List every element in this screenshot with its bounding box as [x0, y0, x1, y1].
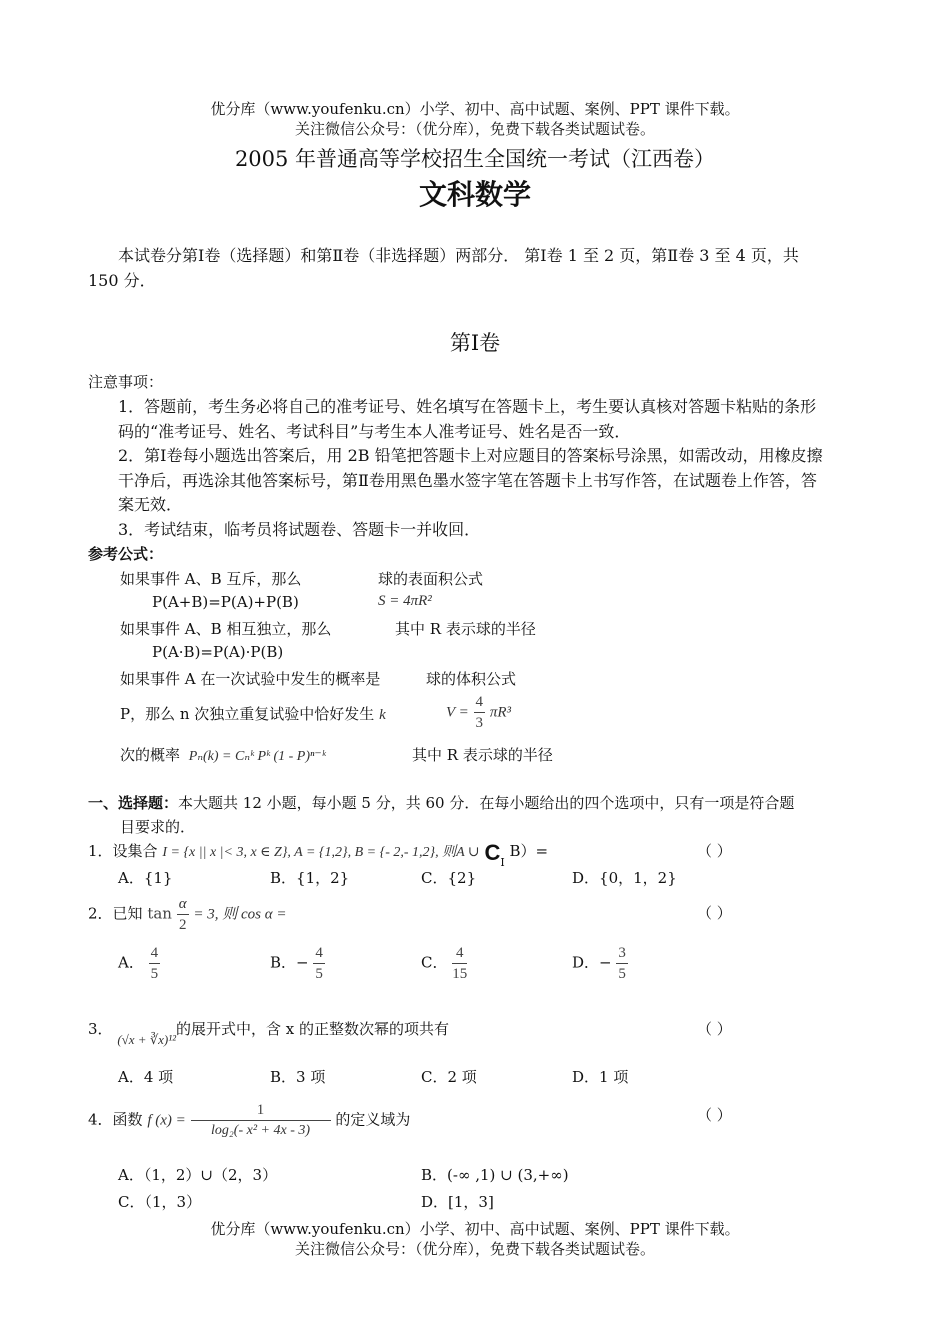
fraction-numerator: 4	[452, 943, 467, 964]
fraction-numerator: 4	[313, 943, 325, 964]
fraction-denominator: 5	[618, 966, 626, 982]
option: B．(-∞ ,1) ∪ (3,+∞)	[421, 1166, 569, 1184]
question-tail: 的定义域为	[335, 1110, 411, 1129]
note-line: 2．第Ⅰ卷每小题选出答案后，用 2B 铅笔把答题卡上对应题目的答案标号涂黑，如需改动，用橡皮擦	[118, 446, 823, 465]
fraction-numerator: 1	[191, 1100, 331, 1121]
option	[572, 943, 628, 984]
section1-text: 目要求的．	[120, 818, 196, 836]
footer-line-2: 关注微信公众号：（优分库），免费下载各类试题试卷。	[294, 1240, 655, 1258]
answer-bracket: （ ）	[697, 842, 732, 860]
fraction	[177, 894, 189, 935]
formula-math: k	[379, 707, 386, 723]
fraction-numerator: 3	[616, 943, 628, 964]
fraction	[191, 1100, 331, 1141]
option: C．（1，3）	[118, 1193, 202, 1211]
question-math: I = {x || x |< 3, x ∈ Z}, A = {1,2}, B = {- 2,- 1,2}, 则A ∪	[162, 845, 480, 860]
fraction	[474, 692, 486, 733]
formula-text: 其中 R 表示球的半径	[395, 620, 536, 638]
option-label: B．	[270, 953, 297, 972]
question-math: f (x) =	[147, 1112, 186, 1129]
option: D．1 项	[572, 1068, 629, 1086]
fraction-numerator: 4	[149, 943, 161, 964]
option-sign: −	[599, 953, 612, 972]
note-line: 码的“准考证号、姓名、考试科目”与考生本人准考证号、姓名是否一致．	[118, 422, 631, 441]
fraction-denominator: log₂(- x² + 4x - 3)	[211, 1123, 311, 1138]
fraction-numerator: α	[177, 894, 189, 915]
option: D．{0，1，2}	[572, 869, 677, 887]
option	[118, 943, 160, 984]
fraction-denominator: 5	[150, 966, 159, 982]
fraction	[149, 943, 161, 984]
answer-bracket: （ ）	[697, 1020, 732, 1038]
answer-bracket: （ ）	[697, 904, 732, 922]
answer-bracket: （ ）	[697, 1106, 732, 1124]
option	[270, 943, 325, 984]
note-line: 案无效．	[118, 495, 183, 514]
formula-text: 如果事件 A、B 相互独立，那么	[120, 620, 332, 638]
sphere-area-formula: S = 4πR²	[378, 593, 432, 609]
exam-subject: 文科数学	[418, 178, 531, 211]
formula-text: 其中 R 表示球的半径	[412, 746, 553, 764]
section1-intro	[88, 792, 794, 813]
option: B．3 项	[270, 1068, 326, 1086]
question-number: 4．函数	[88, 1110, 143, 1129]
section1-label: 一、选择题：	[88, 794, 179, 812]
part1-heading: 第Ⅰ卷	[449, 331, 501, 355]
question-tail: 的展开式中，含 x 的正整数次幂的项共有	[176, 1020, 450, 1038]
question-tail: B）=	[509, 842, 549, 860]
header-line-2: 关注微信公众号：（优分库），免费下载各类试题试卷。	[294, 120, 655, 138]
note-line: 3．考试结束，临考员将试题卷、答题卡一并收回．	[118, 520, 481, 539]
fraction-denominator: 3	[475, 715, 484, 731]
sphere-volume-formula	[446, 692, 511, 733]
formula-text	[120, 703, 386, 724]
fraction-denominator: 5	[315, 966, 323, 982]
option-label: C．	[421, 953, 448, 972]
question-number: 3．	[88, 1020, 113, 1038]
formula-text: 如果事件 A、B 互斥，那么	[120, 570, 302, 588]
option: C．2 项	[421, 1068, 477, 1086]
formula-text: 球的表面积公式	[378, 570, 484, 588]
formula-text: 次的概率	[120, 746, 181, 764]
option: A．{1}	[118, 869, 173, 887]
option-label: A．	[118, 953, 144, 972]
option-label: D．	[572, 953, 600, 972]
header-line-1: 优分库（www.youfenku.cn）小学、初中、高中试题、案例、PPT 课件下载。	[210, 100, 740, 118]
section1-text: 本大题共 12 小题，每小题 5 分，共 60 分．在每小题给出的四个选项中，只有一项是符合题	[178, 794, 795, 812]
option: D．[1，3]	[421, 1193, 494, 1211]
option-sign: −	[296, 953, 309, 972]
note-line: 1．答题前，考生务必将自己的准考证号、姓名填写在答题卡上，考生要认真核对答题卡粘贴的条形	[118, 397, 817, 416]
formula-text: 球的体积公式	[426, 670, 517, 688]
question-4-stem	[88, 1100, 410, 1141]
fraction	[313, 943, 325, 984]
footer-line-1: 优分库（www.youfenku.cn）小学、初中、高中试题、案例、PPT 课件下载。	[210, 1220, 740, 1238]
binomial-formula: Pₙ(k) = Cₙᵏ Pᵏ (1 - P)ⁿ⁻ᵏ	[188, 749, 326, 764]
fraction-denominator: 2	[178, 917, 187, 933]
formula-text: 如果事件 A 在一次试验中发生的概率是	[120, 670, 381, 688]
option: C．{2}	[421, 869, 477, 887]
option: B．{1，2}	[270, 869, 350, 887]
fraction-numerator: 4	[474, 692, 486, 713]
intro-line-1: 本试卷分第Ⅰ卷（选择题）和第Ⅱ卷（非选择题）两部分． 第Ⅰ卷 1 至 2 页，第Ⅱ卷 3 至 4 页，共	[118, 246, 799, 265]
exam-title: 2005 年普通高等学校招生全国统一考试（江西卷）	[234, 147, 716, 171]
question-1-stem	[88, 840, 548, 869]
fraction	[452, 943, 467, 984]
question-number: 2．已知	[88, 904, 143, 923]
intro-line-2: 150 分．	[88, 271, 156, 290]
complement-subscript: I	[500, 856, 505, 869]
formulas-title: 参考公式：	[88, 545, 164, 563]
question-3-stem	[88, 1018, 449, 1048]
option	[421, 943, 467, 984]
question-math: (√x + ∛x)¹²	[117, 1032, 177, 1047]
fraction-denominator: 15	[452, 966, 468, 982]
formula-text: P(A+B)=P(A)+P(B)	[152, 593, 299, 611]
formula-text: P，那么 n 次独立重复试验中恰好发生	[120, 705, 375, 723]
formula-text	[120, 744, 326, 765]
question-2-stem	[88, 894, 287, 935]
formula-text: P(A·B)=P(A)·P(B)	[152, 643, 284, 661]
notes-title: 注意事项：	[88, 373, 164, 391]
question-tail: = 3, 则 cos α =	[193, 906, 287, 923]
complement-symbol: C	[484, 840, 501, 865]
fraction	[616, 943, 628, 984]
note-line: 干净后，再选涂其他答案标号，第Ⅱ卷用黑色墨水签字笔在答题卡上书写作答，在试题卷上作答，答	[118, 471, 817, 490]
formula-math: πR³	[489, 704, 512, 721]
option: A．（1，2）∪（2，3）	[118, 1166, 278, 1184]
question-math: tan	[147, 904, 172, 923]
option: A．4 项	[118, 1068, 174, 1086]
formula-math: V =	[446, 704, 469, 721]
question-number: 1．设集合	[88, 842, 158, 860]
